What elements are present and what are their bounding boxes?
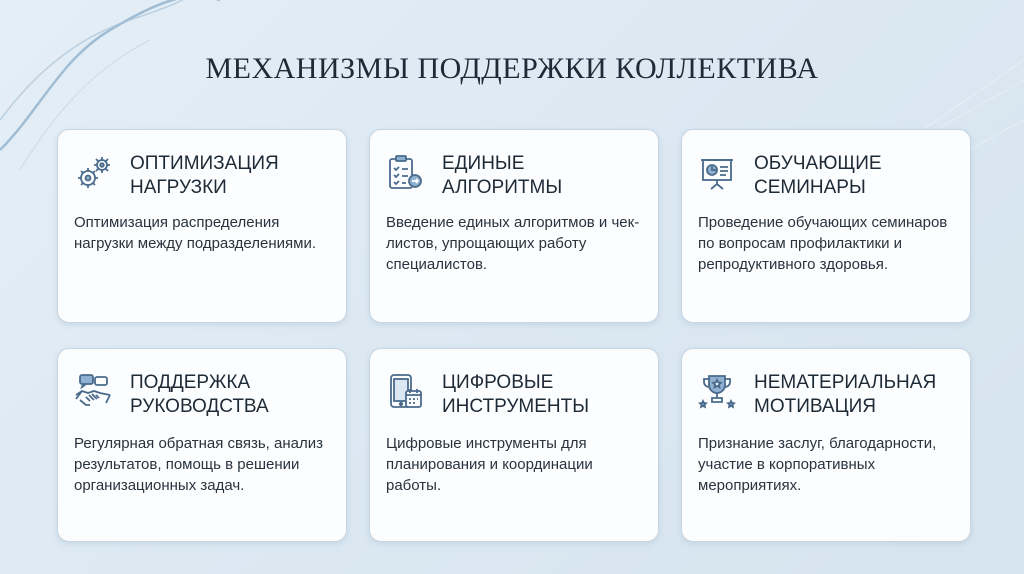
- card-body: Введение единых алгоритмов и чек-листов, упрощающих работу специалистов.: [386, 214, 640, 273]
- card-heading-line: НАГРУЗКИ: [130, 177, 227, 198]
- card-heading-line: ЦИФРОВЫЕ: [442, 372, 554, 393]
- card-non-material-motivation: [681, 348, 971, 542]
- card-heading-line: ИНСТРУМЕНТЫ: [442, 396, 590, 417]
- card-body: Регулярная обратная связь, анализ результатов, помощь в решении организационных задач.: [74, 435, 323, 494]
- tablet-calendar-icon: [386, 373, 424, 411]
- card-heading-line: АЛГОРИТМЫ: [442, 177, 563, 198]
- card-heading: [130, 371, 340, 419]
- card-digital-tools: [369, 348, 659, 542]
- card-heading: [442, 152, 652, 200]
- card-heading: [754, 152, 964, 200]
- card-heading-line: РУКОВОДСТВА: [130, 396, 269, 417]
- handshake-icon: [74, 373, 112, 411]
- card-unified-algorithms: [369, 129, 659, 323]
- card-heading-line: МОТИВАЦИЯ: [754, 396, 877, 417]
- card-body: Проведение обучающих семинаров по вопросам профилактики и репродуктивного здоровья.: [698, 214, 948, 273]
- gears-icon: [74, 154, 112, 192]
- presentation-board-icon: [698, 154, 736, 192]
- checklist-icon: [386, 154, 424, 192]
- card-heading: [130, 152, 340, 200]
- card-heading: [442, 371, 652, 419]
- card-heading-line: ПОДДЕРЖКА: [130, 372, 251, 393]
- card-training-seminars: [681, 129, 971, 323]
- card-management-support: [57, 348, 347, 542]
- card-heading-line: ОБУЧАЮЩИЕ: [754, 153, 882, 174]
- card-load-optimization: [57, 129, 347, 323]
- card-heading-line: СЕМИНАРЫ: [754, 177, 866, 198]
- card-heading-line: ОПТИМИЗАЦИЯ: [130, 153, 279, 174]
- card-body: Цифровые инструменты для планирования и координации работы.: [386, 435, 593, 494]
- card-body: Признание заслуг, благодарности, участие в корпоративных мероприятиях.: [698, 435, 937, 494]
- card-body: Оптимизация распределения нагрузки между подразделениями.: [74, 214, 316, 252]
- trophy-icon: [698, 373, 736, 411]
- card-heading: [754, 371, 964, 419]
- card-heading-line: НЕМАТЕРИАЛЬНАЯ: [754, 372, 937, 393]
- slide-title: МЕХАНИЗМЫ ПОДДЕРЖКИ КОЛЛЕКТИВА: [205, 52, 819, 85]
- card-heading-line: ЕДИНЫЕ: [442, 153, 525, 174]
